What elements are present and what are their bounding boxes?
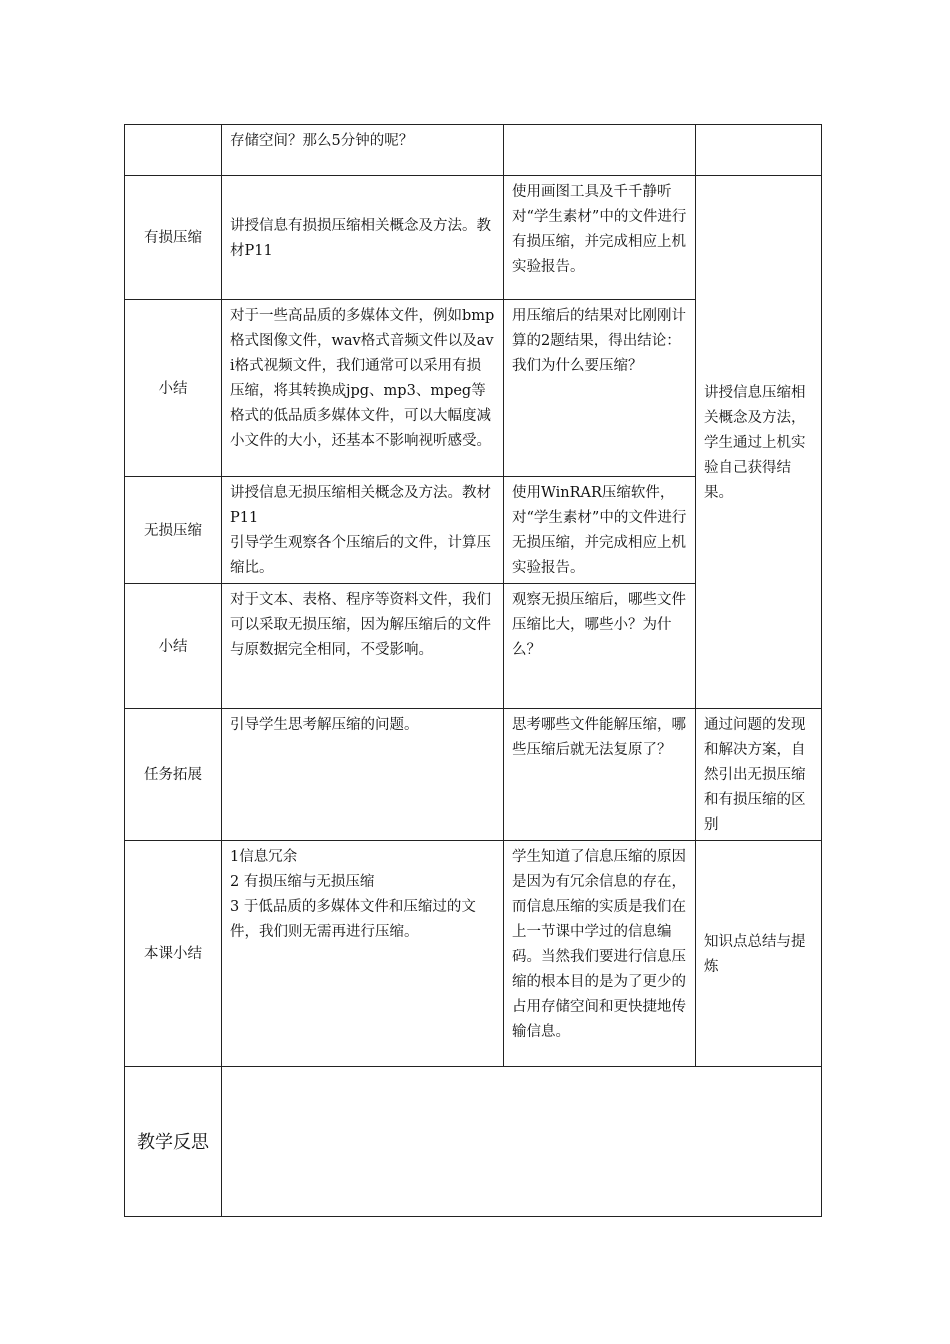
table-row <box>125 176 822 300</box>
student-activity: 观察无损压缩后，哪些文件压缩比大，哪些小？为什么？ <box>504 584 696 709</box>
teacher-activity: 对于一些高品质的多媒体文件，例如bmp格式图像文件，wav格式音频文件以及avi格式视频文件，我们通常可以采用有损压缩，将其转换成jpg、mp3、mpeg等格式的低品质多媒体文件，可以大幅度减小文件的大小，还基本不影响视听感受。 <box>222 300 504 477</box>
student-activity <box>504 125 696 176</box>
table-row <box>125 709 822 841</box>
row-label <box>125 125 222 176</box>
student-activity: 学生知道了信息压缩的原因是因为有冗余信息的存在，而信息压缩的实质是我们在上一节课中学过的信息编码。当然我们要进行信息压缩的根本目的是为了更少的占用存储空间和更快捷地传输信息。 <box>504 841 696 1067</box>
design-intent: 知识点总结与提炼 <box>696 841 822 1067</box>
row-label: 有损压缩 <box>125 176 222 300</box>
teacher-activity: 存储空间？那么5分钟的呢？ <box>222 125 504 176</box>
activity-line: 引导学生观察各个压缩后的文件，计算压缩比。 <box>230 535 491 576</box>
activity-line: 2 有损压缩与无损压缩 <box>230 874 375 890</box>
row-label: 本课小结 <box>125 841 222 1067</box>
teacher-activity: 引导学生思考解压缩的问题。 <box>222 709 504 841</box>
student-activity: 思考哪些文件能解压缩，哪些压缩后就无法复原了？ <box>504 709 696 841</box>
table-row <box>125 125 822 176</box>
row-label: 教学反思 <box>125 1067 222 1217</box>
row-label: 无损压缩 <box>125 477 222 584</box>
activity-line: 3 于低品质的多媒体文件和压缩过的文件，我们则无需再进行压缩。 <box>230 899 476 940</box>
activity-line: 讲授信息无损压缩相关概念及方法。教材P11 <box>230 485 491 526</box>
teacher-activity: 讲授信息有损损压缩相关概念及方法。教材P11 <box>222 176 504 300</box>
lesson-plan-table <box>124 124 822 1217</box>
design-intent: 通过问题的发现和解决方案，自然引出无损压缩和有损压缩的区别 <box>696 709 822 841</box>
teacher-activity <box>222 841 504 1067</box>
teacher-activity: 对于文本、表格、程序等资料文件，我们可以采取无损压缩，因为解压缩后的文件与原数据完全相同，不受影响。 <box>222 584 504 709</box>
student-activity: 用压缩后的结果对比刚刚计算的2题结果，得出结论：我们为什么要压缩？ <box>504 300 696 477</box>
activity-line: 1信息冗余 <box>230 849 298 865</box>
row-label: 小结 <box>125 300 222 477</box>
reflection-content <box>222 1067 822 1217</box>
design-intent: 讲授信息压缩相关概念及方法，学生通过上机实验自己获得结果。 <box>696 176 822 709</box>
student-activity: 使用WinRAR压缩软件，对“学生素材”中的文件进行无损压缩，并完成相应上机实验报告。 <box>504 477 696 584</box>
teacher-activity <box>222 477 504 584</box>
row-label: 小结 <box>125 584 222 709</box>
row-label: 任务拓展 <box>125 709 222 841</box>
student-activity: 使用画图工具及千千静听对“学生素材”中的文件进行有损压缩，并完成相应上机实验报告。 <box>504 176 696 300</box>
design-intent <box>696 125 822 176</box>
table-row <box>125 841 822 1067</box>
table-row <box>125 1067 822 1217</box>
